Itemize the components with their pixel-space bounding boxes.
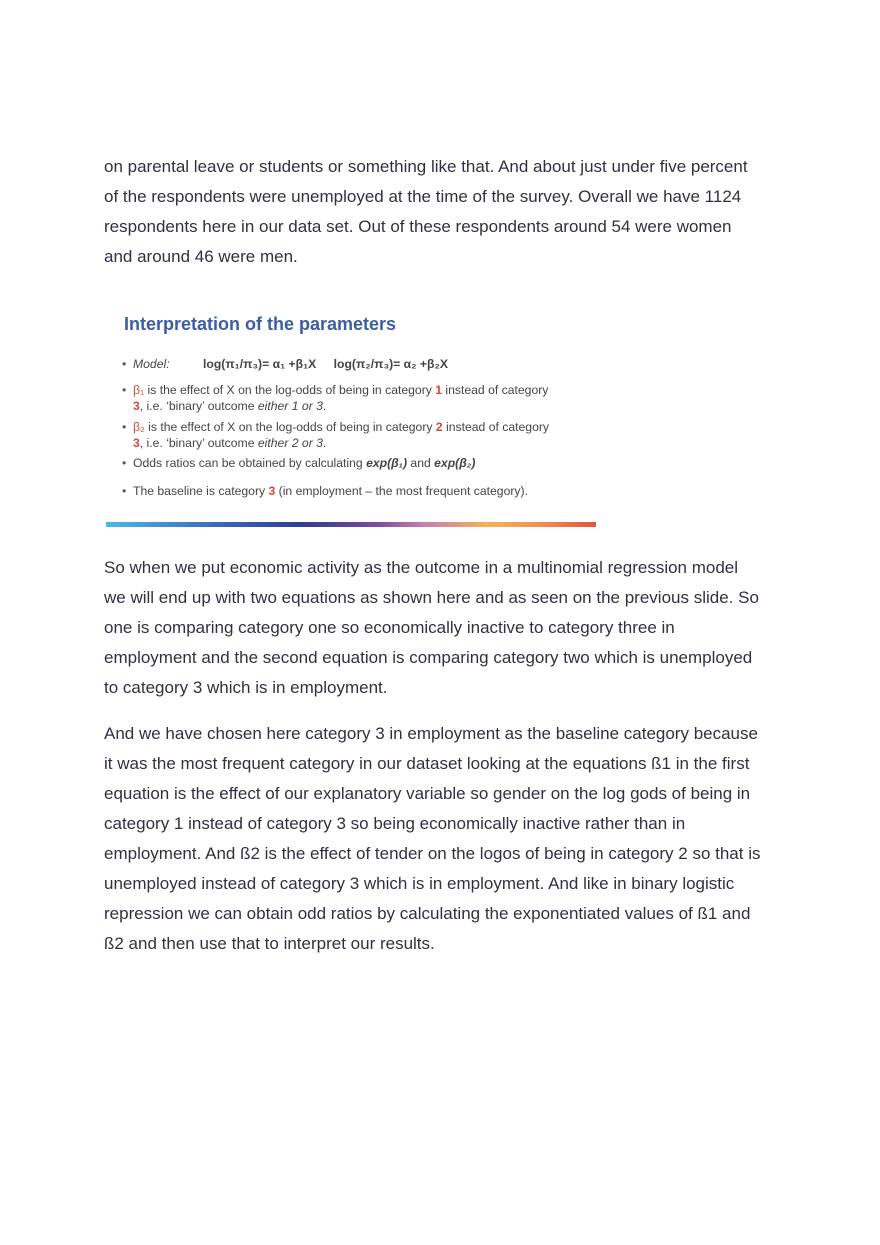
model-label: Model: [133, 357, 170, 371]
bullet-baseline [122, 483, 528, 499]
paragraph-intro [104, 152, 794, 272]
odds-and: and [407, 456, 435, 470]
beta2-text: is the effect of X on the log-odds of being in category [144, 420, 436, 434]
beta1-text3: , i.e. ‘binary’ outcome [139, 399, 258, 413]
text-line: unemployed instead of category 3 which is in employment. And like in binary logistic [104, 874, 735, 893]
odds-exp1: exp(β₁) [366, 456, 408, 470]
bullet-beta1 [122, 382, 548, 414]
slide-image [104, 300, 598, 530]
baseline-text2: (in employment – the most frequent category). [275, 484, 528, 498]
text-line: And we have chosen here category 3 in employment as the baseline category because [104, 724, 758, 743]
equation-2: log(π₂/π₃)= α₂ +β₂X [333, 357, 449, 371]
paragraph-equations [104, 553, 794, 703]
beta1-text2: instead of category [442, 383, 549, 397]
equation-1: log(π₁/π₃)= α₁ +β₁X [202, 357, 317, 371]
text-line: on parental leave or students or something like that. And about just under five percent [104, 157, 748, 176]
text-line: to category 3 which is in employment. [104, 678, 388, 697]
bullet-beta2 [122, 419, 549, 451]
baseline-category: 3 [268, 484, 276, 498]
baseline-text: The baseline is category [133, 484, 269, 498]
text-line: repression we can obtain odd ratios by calculating the exponentiated values of ß1 and [104, 904, 751, 923]
text-line: category 1 instead of category 3 so being economically inactive rather than in [104, 814, 686, 833]
text-line: one is comparing category one so economically inactive to category three in [104, 618, 675, 637]
bullet-model [122, 356, 448, 372]
beta2-symbol: β₂ [133, 420, 145, 434]
text-line: and around 46 were men. [104, 247, 298, 266]
beta1-either: either 1 or 3 [257, 399, 323, 413]
odds-exp2: exp(β₂) [434, 456, 476, 470]
beta1-symbol: β₁ [133, 383, 145, 397]
beta1-text: is the effect of X on the log-odds of being in category [144, 383, 436, 397]
beta2-text3: , i.e. ‘binary’ outcome [139, 436, 258, 450]
beta1-category2: 3 [133, 399, 140, 413]
text-line: employment. And ß2 is the effect of tender on the logos of being in category 2 so that is [104, 844, 761, 863]
beta1-category: 1 [435, 383, 443, 397]
beta2-category: 2 [435, 420, 443, 434]
beta2-category2: 3 [133, 436, 140, 450]
text-line: respondents here in our data set. Out of these respondents around 54 were women [104, 217, 732, 236]
text-line: it was the most frequent category in our dataset looking at the equations ß1 in the first [104, 754, 750, 773]
beta2-either: either 2 or 3 [257, 436, 323, 450]
text-line: employment and the second equation is comparing category two which is unemployed [104, 648, 753, 667]
text-line: we will end up with two equations as shown here and as seen on the previous slide. So [104, 588, 759, 607]
text-line: ß2 and then use that to interpret our results. [104, 934, 435, 953]
text-line: So when we put economic activity as the outcome in a multinomial regression model [104, 558, 739, 577]
text-line: of the respondents were unemployed at the time of the survey. Overall we have 1124 [104, 187, 742, 206]
paragraph-baseline [104, 719, 794, 959]
beta2-end: . [322, 436, 327, 450]
text-line: equation is the effect of our explanatory variable so gender on the log gods of being in [104, 784, 751, 803]
beta2-text2: instead of category [442, 420, 550, 434]
beta1-end: . [322, 399, 327, 413]
slide-gradient-bar [106, 522, 596, 527]
odds-text: Odds ratios can be obtained by calculating [133, 456, 367, 470]
bullet-odds [122, 455, 476, 471]
slide-title: Interpretation of the parameters [124, 314, 397, 334]
